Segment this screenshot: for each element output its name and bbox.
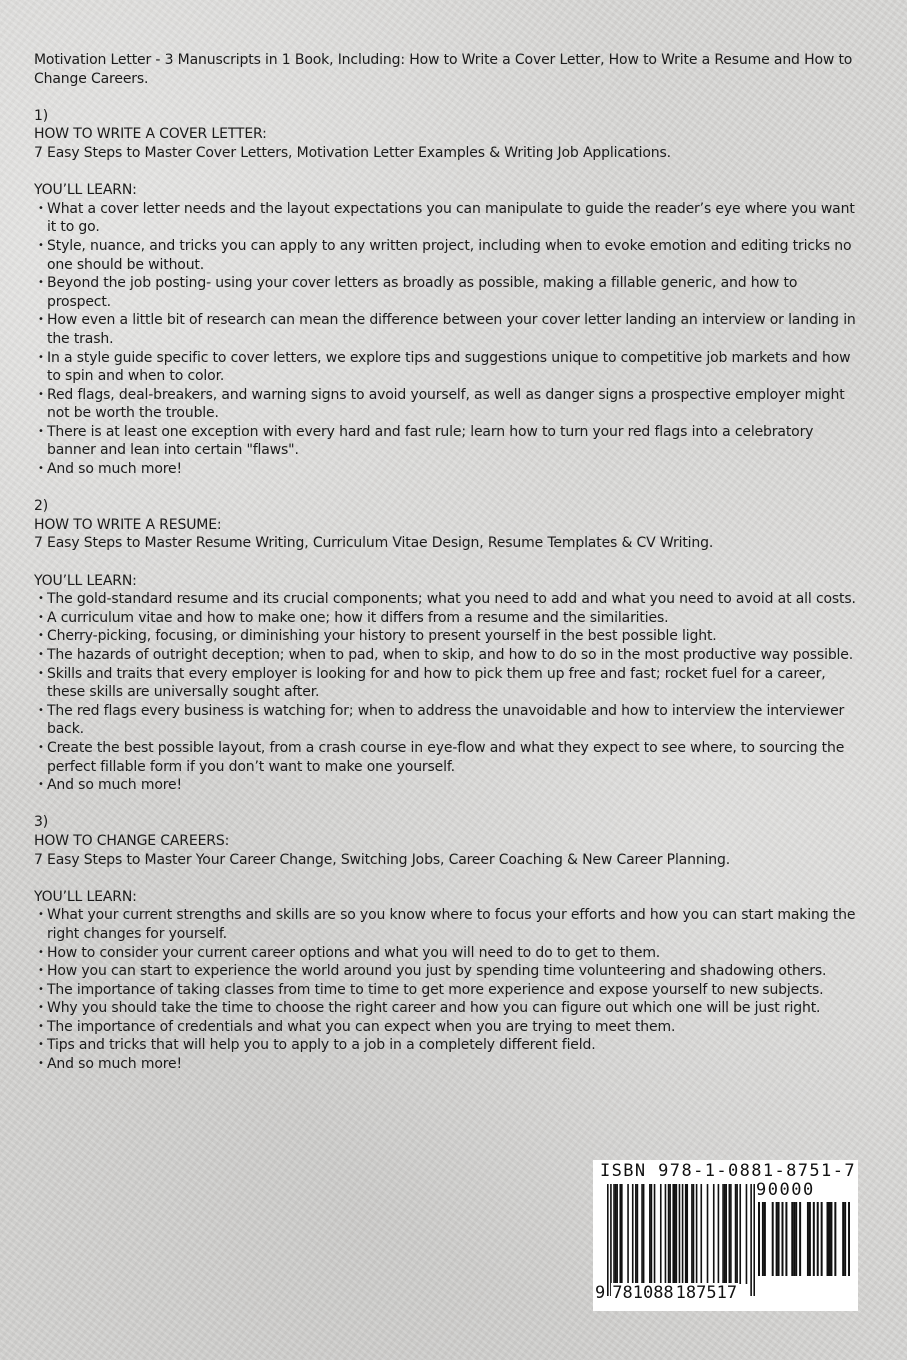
barcode-bar — [674, 1184, 676, 1284]
list-item: • The gold-standard resume and its crucial components; what you need to add and what you need to avoid at all costs. — [38, 590, 864, 609]
barcode-bar — [660, 1184, 662, 1284]
addon-bar — [842, 1202, 844, 1276]
barcode-bar — [730, 1184, 732, 1284]
list-item: • And so much more! — [38, 776, 864, 795]
addon-bar — [764, 1202, 766, 1276]
learn-label: YOU’LL LEARN: — [34, 182, 137, 199]
addon-bar — [813, 1202, 815, 1276]
barcode-bar — [610, 1184, 612, 1296]
section-subtitle: 7 Easy Steps to Master Your Career Change, Switching Jobs, Career Coaching & New Career Planning. — [34, 851, 731, 868]
list-item: • Red flags, deal-breakers, and warning signs to avoid yourself, as well as danger signs a prospective employer might not be worth the trouble. — [38, 386, 864, 423]
addon-bar — [844, 1202, 846, 1276]
list-item: • The importance of taking classes from time to time to get more experience and expose yourself to new subjects. — [38, 981, 864, 1000]
price-code: 90000 — [756, 1180, 815, 1200]
barcode-bar — [607, 1184, 609, 1296]
barcode-bar — [669, 1184, 671, 1284]
barcode-bar — [613, 1184, 615, 1284]
addon-bar — [807, 1202, 809, 1276]
list-item: • What a cover letter needs and the layout expectations you can manipulate to guide the reader’s eye where you want it to go. — [38, 200, 864, 237]
book-description: Motivation Letter - 3 Manuscripts in 1 Book, Including: How to Write a Cover Letter, How to Write a Resume and How to Change Careers. — [34, 52, 853, 87]
barcode-bar — [679, 1184, 681, 1296]
learn-label: YOU’LL LEARN: — [34, 888, 137, 905]
addon-bar — [793, 1202, 795, 1276]
section-number: 2) — [34, 498, 49, 515]
barcode-bar — [682, 1184, 684, 1296]
list-item: • How you can start to experience the world around you just by spending time volunteering and shadowing others. — [38, 962, 864, 981]
list-item: • Beyond the job posting- using your cover letters as broadly as possible, making a fillable generic, and how to prospect. — [38, 274, 864, 311]
list-item: • How even a little bit of research can mean the difference between your cover letter landing an interview or landing in the trash. — [38, 311, 864, 348]
barcode-bar — [637, 1184, 639, 1284]
barcode-digit-first: 9 — [595, 1283, 606, 1303]
barcode-bar — [615, 1184, 617, 1284]
barcode-bar — [691, 1184, 693, 1284]
barcode-bar — [672, 1184, 674, 1284]
list-item: • Why you should take the time to choose the right career and how you can figure out which one will be just right. — [38, 999, 864, 1018]
barcode-bar — [707, 1184, 709, 1284]
addon-bar — [785, 1202, 787, 1276]
barcode-bar — [641, 1184, 643, 1284]
addon-bar — [795, 1202, 797, 1276]
section-2 — [34, 497, 864, 795]
barcode-bar — [685, 1184, 687, 1284]
list-item: • There is at least one exception with every hard and fast rule; learn how to turn your red flags into a celebratory banner and lean into certain "flaws". — [38, 423, 864, 460]
list-item: • The hazards of outright deception; when to pad, when to skip, and how to do so in the most productive way possible. — [38, 646, 864, 665]
list-item: • Skills and traits that every employer is looking for and how to pick them up free and fast; rocket fuel for a career, these skills are universally sought after. — [38, 665, 864, 702]
addon-bar — [821, 1202, 823, 1276]
barcode-bar — [676, 1184, 678, 1284]
barcode-bar — [693, 1184, 695, 1284]
barcode-bar — [729, 1184, 731, 1284]
barcode-bar — [718, 1184, 720, 1284]
addon-bar — [772, 1202, 774, 1276]
learn-list — [34, 906, 864, 1073]
ean13-bars — [607, 1184, 755, 1296]
addon-bar — [828, 1202, 830, 1276]
barcode-bar — [739, 1184, 741, 1284]
list-item: • The red flags every business is watching for; when to address the unavoidable and how to interview the interviewer back. — [38, 702, 864, 739]
back-cover-text — [34, 51, 864, 1074]
barcode-bar — [724, 1184, 726, 1284]
list-item: • How to consider your current career options and what you will need to do to get to them. — [38, 944, 864, 963]
addon-bar — [762, 1202, 764, 1276]
barcode-bar — [654, 1184, 656, 1284]
addon-bar — [776, 1202, 778, 1276]
barcode-bar — [635, 1184, 637, 1284]
list-item: • A curriculum vitae and how to make one; how it differs from a resume and the similarities. — [38, 609, 864, 628]
addon-bar — [827, 1202, 829, 1276]
barcode-bar — [753, 1184, 755, 1296]
barcode-bar — [713, 1184, 715, 1284]
list-item: • The importance of credentials and what you can expect when you are trying to meet them. — [38, 1018, 864, 1037]
barcode-bar — [627, 1184, 629, 1284]
learn-list — [34, 200, 864, 479]
barcode-bar — [643, 1184, 645, 1284]
barcode-bar — [686, 1184, 688, 1284]
section-number: 1) — [34, 107, 49, 124]
addon-bar — [809, 1202, 811, 1276]
isbn-label: ISBN 978-1-0881-8751-7 — [600, 1161, 856, 1181]
addon-bar — [791, 1202, 793, 1276]
list-item: • Style, nuance, and tricks you can apply to any written project, including when to evoke emotion and editing tricks no one should be without. — [38, 237, 864, 274]
barcode-digits-left: 781088 — [612, 1283, 674, 1303]
section-title: HOW TO WRITE A COVER LETTER: — [34, 126, 267, 143]
section-title: HOW TO CHANGE CAREERS: — [34, 832, 230, 849]
addon-bar — [817, 1202, 819, 1276]
barcode-bar — [651, 1184, 653, 1284]
section-1 — [34, 107, 864, 479]
addon-bar — [778, 1202, 780, 1276]
learn-list — [34, 590, 864, 795]
barcode-bar — [632, 1184, 634, 1284]
barcode-digits-right: 187517 — [675, 1283, 738, 1303]
barcode-bar — [750, 1184, 752, 1296]
section-subtitle: 7 Easy Steps to Master Resume Writing, Curriculum Vitae Design, Resume Templates & CV Writing. — [34, 535, 714, 552]
barcode-bar — [668, 1184, 670, 1284]
list-item: • What your current strengths and skills are so you know where to focus your efforts and how you can start making the right changes for yourself. — [38, 906, 864, 943]
addon-bar — [758, 1202, 760, 1276]
barcode-bar — [735, 1184, 737, 1284]
barcode-bar — [665, 1184, 667, 1284]
list-item: • In a style guide specific to cover letters, we explore tips and suggestions unique to competitive job markets and how to spin and when to color. — [38, 349, 864, 386]
section-title: HOW TO WRITE A RESUME: — [34, 516, 222, 533]
addon-bar — [834, 1202, 836, 1276]
section-3 — [34, 813, 864, 1073]
isbn-barcode — [593, 1160, 858, 1311]
manuscript-sections — [34, 107, 864, 1074]
barcode-bar — [649, 1184, 651, 1284]
barcode-bar — [696, 1184, 698, 1284]
barcode-digits — [595, 1283, 738, 1303]
list-item: • Tips and tricks that will help you to apply to a job in a completely different field. — [38, 1036, 864, 1055]
list-item: • And so much more! — [38, 460, 864, 479]
addon-bar — [848, 1202, 850, 1276]
section-number: 3) — [34, 814, 49, 831]
list-item: • Create the best possible layout, from a crash course in eye-flow and what they expect to see where, to sourcing the perfect fillable form if you don’t want to make one yourself. — [38, 739, 864, 776]
barcode-bar — [619, 1184, 621, 1284]
barcode-bar — [621, 1184, 623, 1284]
section-subtitle: 7 Easy Steps to Master Cover Letters, Motivation Letter Examples & Writing Job Applications. — [34, 144, 671, 161]
list-item: • Cherry-picking, focusing, or diminishing your history to present yourself in the best possible light. — [38, 627, 864, 646]
addon-bar — [781, 1202, 783, 1276]
barcode-bar — [700, 1184, 702, 1284]
learn-label: YOU’LL LEARN: — [34, 572, 137, 589]
barcode-bar — [725, 1184, 727, 1284]
price-addon-bars — [758, 1202, 850, 1276]
addon-bar — [830, 1202, 832, 1276]
barcode-bar — [722, 1184, 724, 1284]
addon-bar — [799, 1202, 801, 1276]
barcode-bar — [736, 1184, 738, 1284]
barcode-bar — [746, 1184, 748, 1284]
barcode-bar — [616, 1184, 618, 1284]
list-item: • And so much more! — [38, 1055, 864, 1074]
